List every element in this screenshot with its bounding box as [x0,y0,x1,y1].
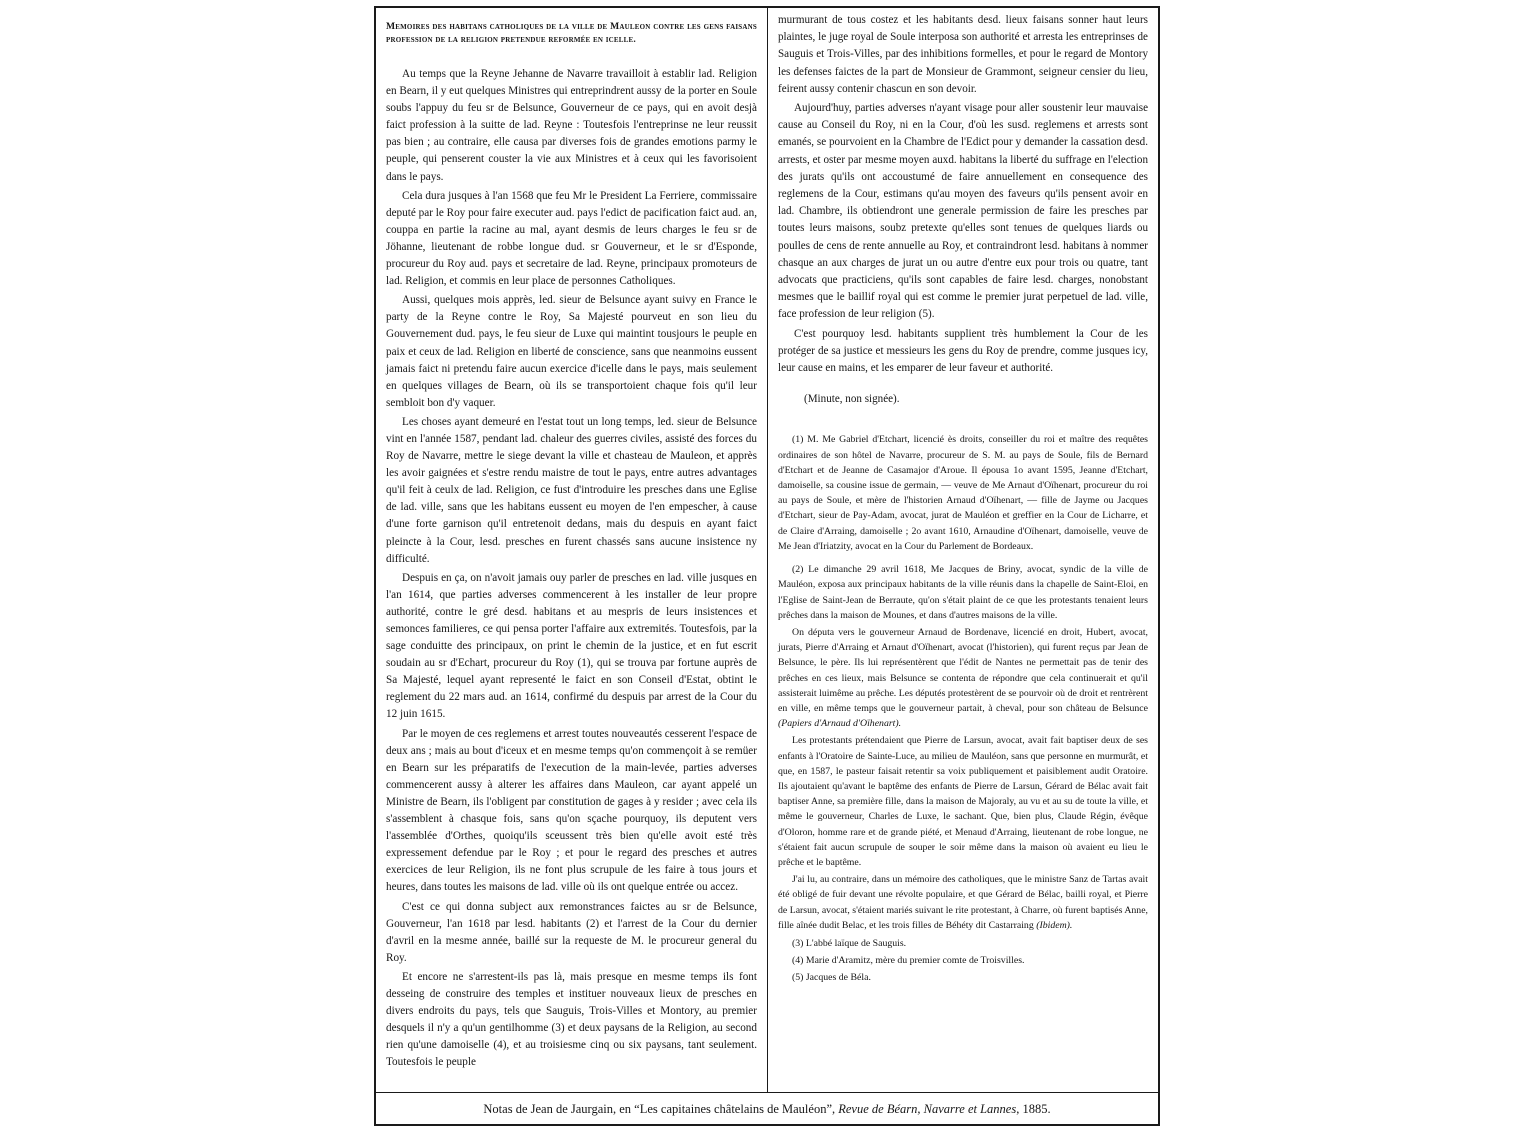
paragraph: Par le moyen de ces reglemens et arrest toutes nouveautés cesserent l'espace de deux ans ; mais au bout d'iceux et en mesme temps qu'on commençoit à se remüer en Bearn sur les préparatifs de l'execution de la main-levée, parties adverses commencerent aussy à alterer les affaires dans Mauleon, car ayant appelé un Ministre de Bearn, ils l'obligent par constitution de gages à y resider ; avec cela ils s'assemblent à chasque fois, sans qu'on sçache pourquoy, ils deputent vers l'assemblée d'Orthes, quoiqu'ils sceussent très bien qu'elle avoit esté très expressement defendue par le Roy ; et pour le regard des presches et autres exercices de leur Religion, ils ne font plus scrupule de les faire à tous jours et heures, dans toutes les maisons de lad. ville où ils ont quelque entrée ou accez. [386,727,757,894]
caption-prefix: Notas de Jean de Jaurgain, en “Les capitaines châtelains de Mauléon”, [483,1102,836,1116]
paragraph: Au temps que la Reyne Jehanne de Navarre travailloit à establir lad. Religion en Bearn, il y eut quelques Ministres qui entreprindrent aussy de la porter en Soule soubs l'appuy du feu sr de Belsunce, Gouverneur de ce pays, qui en avoit desjà faict profession à la suitte de lad. Reyne : Toutesfois l'entreprinse ne leur reussit pas bien ; au contraire, elle causa par diverses fois de grandes emotions parmy le peuple, qui penserent couster la vie aux Ministres et à ceux qui les favorisoient dans le pays. [386,68,757,183]
footnotes [778,432,1148,986]
paragraph: Cela dura jusques à l'an 1568 que feu Mr le President La Ferriere, commissaire deputé par le Roy pour faire executer aud. pays l'edict de pacification faict aud. an, couppa en partie la racine au mal, ayant desmis de leurs charges le feu sr de Jöhanne, lieutenant de robbe longue dud. sr Gouverneur, et le sr d'Esponde, procureur du Roy aud. pays et secretaire de lad. Reyne, principaux promoteurs de lad. Religion, et commis en leur place de personnes Catholiques. [386,189,757,288]
footnote-1: (1) M. Me Gabriel d'Etchart, licencié ès droits, conseiller du roi et maître des requêtes ordinaires de son hôtel de Navarre, procureur de S. M. au pays de Soule, fils de Bernard d'Etchart et de Jeanne de Casamajor d'Aroue. Il épousa 1o avant 1595, Jeanne d'Etchart, damoiselle, sa cousine issue de germain, — veuve de Me Arnaut d'Oïhenart, procureur du roi au pays de Soule, et mère de l'historien Arnaud d'Oïhenart, — fille de Jayme ou Jacques d'Etchart, sieur de Pay-Adam, avocat, jurat de Mauléon et greffier en la Cour de Licharre, et de Claire d'Arraing, damoiselle ; 2o avant 1610, Arnaudine d'Oïhenart, damoiselle, veuve de Me Jean d'Iriatzity, avocat en la Cour du Parlement de Bordeaux. [778,434,1148,552]
paragraph: Aujourd'huy, parties adverses n'ayant visage pour aller soustenir leur mauvaise cause au Conseil du Roy, ni en la Cour, d'où les susd. reglemens et arrests sont emanés, se pourvoient en la Chambre de l'Edict pour y demander la cassation desd. arrests, et oster par mesme moyen auxd. habitans la liberté du suffrage en l'election des jurats qu'ils ont accoustumé de faire annuellement en consequence des reglemens de la Cour, estimans qu'au moyen des faveurs qu'ils pensent avoir en lad. Chambre, ils obtiendront une generale permission de faire les presches par toutes leurs maisons, soubz pretexte qu'elles sont tenues de quelques liards ou poulles de cens de rente annuelle au Roy, et contraindront lesd. habitans à nommer chasque an aux charges de jurat un ou autre d'entre eux pour trois ou quatre, tant advocats que practiciens, qu'ils sont capables de faire lesd. charges, nonobstant mesmes que le baillif royal qui est comme le premier jurat perpetuel de lad. ville, face profession de leur religion (5). [778,102,1148,321]
footnote-5: (5) Jacques de Béla. [792,971,871,983]
right-column [768,8,1158,1092]
source-caption [376,1092,1158,1126]
footnote-text: On députa vers le gouverneur Arnaud de Bordenave, licencié en droit, Hubert, avocat, jurats, Pierre d'Arraing et Arnaut d'Oïhenart, avocat (l'historien), qui furent reçus par Jean de Belsunce, le père. Ils lui représentèrent que l'édit de Nantes ne permettait pas de tenir des prêches en ces lieux, mais Belsunce se contenta de répondre que cela continuerait et qu'il assisterait luimême au prêche. Les députés protestèrent de se pourvoir où de droit et rentrèrent en ville, en même temps que le gouverneur partait, à cheval, pour son château de Belsunce [778,626,1148,714]
document-frame [374,6,1160,1126]
left-column [376,8,768,1092]
document-title: Memoires des habitans catholiques de la ville de Mauleon contre les gens faisans profession de la religion pretendue reformée en icelle. [386,21,757,45]
paragraph: murmurant de tous costez et les habitants desd. lieux faisans sonner haut leurs plaintes, le juge royal de Soule interposa son authorité et arresta les entreprinses de Sauguis et Trois-Villes, par des inhibitions formelles, et pour le regard de Montory les defenses faictes de la part de Monsieur de Grammont, seigneur censier du lieu, feirent aussy contenir chascun en son devoir. [778,14,1148,95]
footnote-source: (Ibidem). [1036,919,1073,931]
paragraph: Et encore ne s'arrestent-ils pas là, mais presque en mesme temps ils font desseing de construire des temples et instituer nouveaux lieux de presches en divers endroits du pays, tels que Sauguis, Trois-Villes et Montory, au premier desquels il n'y a qu'un gentilhomme (3) et deux paysans de la Religion, au second rien qu'une damoiselle (4), et au troisiesme cinq ou six paysans, tant seulement. Toutesfois le peuple [386,970,757,1069]
paragraph: Despuis en ça, on n'avoit jamais ouy parler de presches en lad. ville jusques en l'an 1614, que parties adverses commencerent à les installer de leur propre authorité, contre le gré desd. habitans et au mespris de leurs insistences et semonces familieres, ce qui pensa porter l'affaire aux extremités. Toutesfois, par la sage conduitte des principaux, on print le chemin de la justice, et en fut escrit soudain au sr d'Echart, procureur du Roy (1), qui se trouva par fortune auprès de Sa Majesté, lequel ayant representé le faict en son Conseil d'Estat, obtint le reglement du 22 mars aud. an 1614, confirmé du despuis par arrest de la Cour du 12 juin 1615. [386,571,757,721]
footnote-2-continued [778,872,1148,933]
minute-note: (Minute, non signée). [804,393,900,406]
footnote-2: (2) Le dimanche 29 avril 1618, Me Jacques de Briny, avocat, syndic de la ville de Mauléon, exposa aux principaux habitants de la ville réunis dans la chapelle de Saint-Eloi, en l'Eglise de Saint-Jean de Berraute, qu'on s'était plaint de ce que les protestants tenaient leurs prêches dans la maison de Mounes, et dans d'autres maisons de la ville. [778,564,1148,621]
footnote-3: (3) L'abbé laïque de Sauguis. [792,937,907,949]
caption-suffix: , 1885. [1016,1102,1051,1116]
paragraph: C'est pourquoy lesd. habitants supplient très humblement la Cour de les protéger de sa justice et messieurs les gens du Roy de prendre, comme jusques icy, leur cause en mains, et les emparer de leur faveur et authorité. [778,327,1148,375]
footnote-2-continued [778,625,1148,731]
paragraph: Les choses ayant demeuré en l'estat tout un long temps, led. sieur de Belsunce vint en l'année 1587, pendant lad. chaleur des guerres civiles, assisté des forces du Roy de Navarre, mettre le siege devant la ville et chasteau de Mauleon, et apprès les avoir gaignées et s'estre rendu maistre de tout le pays, entre autres advantages qu'il feit à ceulx de lad. Religion, ce fust d'introduire les presches dans une Eglise de lad. ville, sans que les habitans eussent eu moyen de l'en empescher, à cause d'une forte garnison qu'il entretenoit dedans, mais du despuis en ayant faict pleincte à la Cour, lesd. presches en furent chassés sans aucune insistence ny difficulté. [386,415,757,565]
paragraph: C'est ce qui donna subject aux remonstrances faictes au sr de Belsunce, Gouverneur, l'an 1618 par lesd. habitants (2) et l'arrest de la Cour du dernier d'avril en la mesme année, baillé sur la requeste de M. le procureur general du Roy. [386,900,757,964]
paragraph: Aussi, quelques mois apprès, led. sieur de Belsunce ayant suivy en France le party de la Reyne contre le Roy, Sa Majesté pourveut en son lieu du Gouvernement dud. pays, le feu sieur de Luxe qui maintint tousjours le peuple en paix et ceux de lad. Religion en liberté de conscience, sans que neanmoins eussent jamais faict ni pretendu faire aucun exercice d'icelle dans le pays, mais seulement en quelques villages de Bearn, où ils se transportoient chaque fois qu'il leur sembloit bon d'y vaquer. [386,294,757,409]
footnote-2-continued: Les protestants prétendaient que Pierre de Larsun, avocat, avait fait baptiser deux de ses enfants à l'Oratoire de Sainte-Luce, au milieu de Mauléon, sans que personne en murmurât, et que, en 1587, le pasteur faisait retentir sa voix publiquement et paisiblement audit Oratoire. Ils ajoutaient qu'avant le baptême des enfants de Pierre de Larsun, Gérard de Bélac avait fait baptiser Anne, sa première fille, dans la maison de Majoraly, au vu et au su de toute la ville, et même le gouverneur, Charles de Luxe, le sachant. Que, bien plus, Claude Régin, évêque d'Oloron, homme rare et de grande piété, et Menaud d'Arraing, lieutenant de robe longue, ne s'étaient fait aucun scrupule de souper le soir même dans la maison où avaient eu lieu le prêche et le baptême. [778,735,1148,868]
footnote-4: (4) Marie d'Aramitz, mère du premier comte de Troisvilles. [792,954,1025,966]
footnote-text: J'ai lu, au contraire, dans un mémoire des catholiques, que le ministre Sanz de Tartas avait été obligé de fuir devant une révolte populaire, et que Gérard de Bélac, bailli royal, et Pierre de Larsun, avocat, s'étaient mariés suivant le rite protestant, à Charre, où furent baptisés Anne, fille aînée dudit Belac, et les trois filles de Béhéty dit Castarraing [778,874,1148,931]
caption-journal: Revue de Béarn, Navarre et Lannes [838,1102,1017,1116]
footnote-source: (Papiers d'Arnaud d'Oïhenart). [778,718,902,730]
